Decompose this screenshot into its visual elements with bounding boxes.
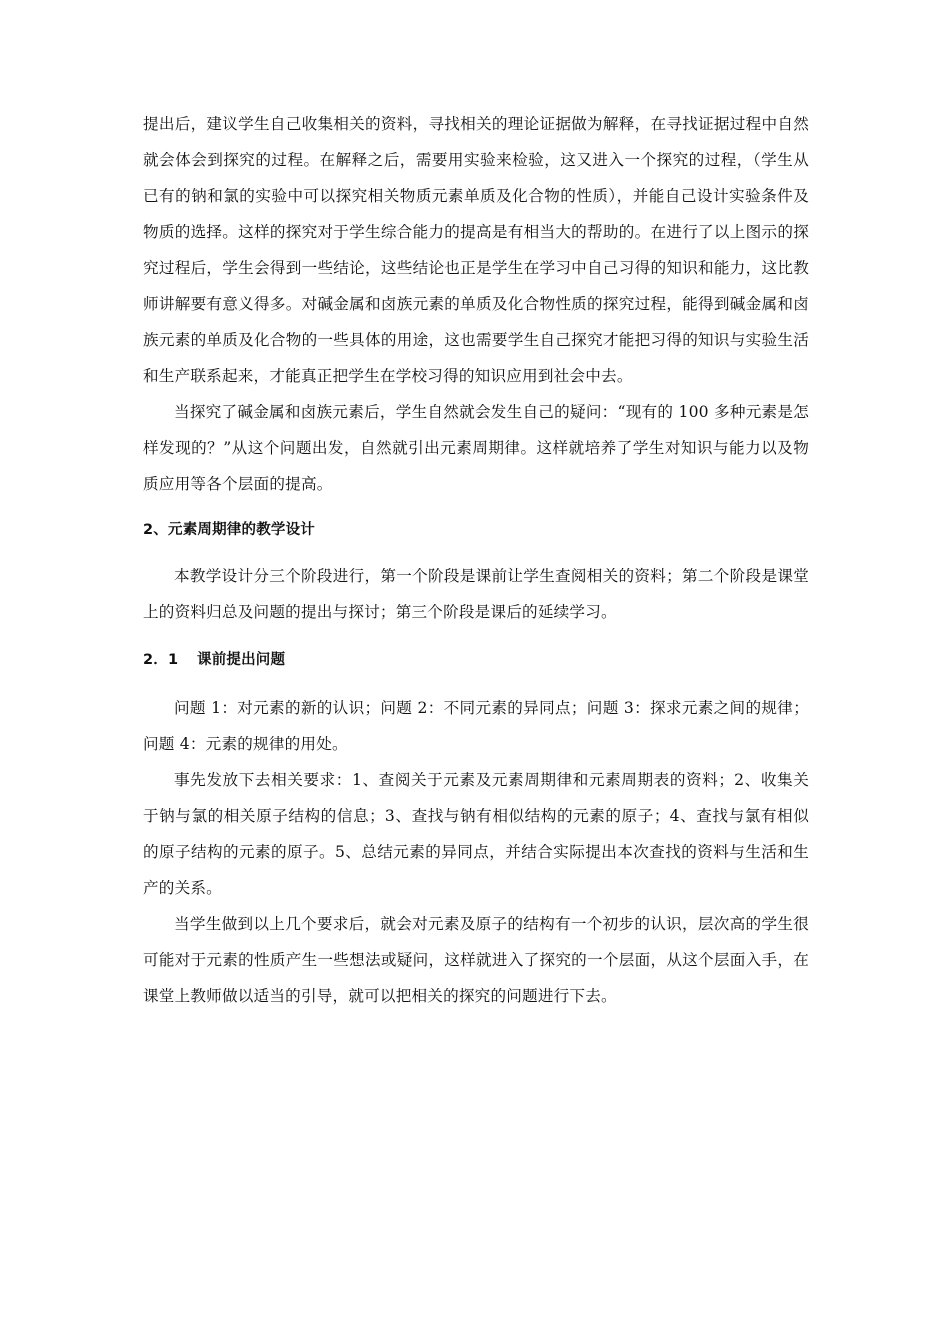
section-heading-periodic-law: 2、元素周期律的教学设计 <box>143 522 315 538</box>
document-page <box>143 106 809 1014</box>
paragraph-questions-list: 问题 1：对元素的新的认识；问题 2：不同元素的异同点；问题 3：探求元素之间的规律；问题 4：元素的规律的用处。 <box>143 699 809 753</box>
paragraph-three-stages: 本教学设计分三个阶段进行，第一个阶段是课前让学生查阅相关的资料；第二个阶段是课堂上的资料归总及问题的提出与探讨；第三个阶段是课后的延续学习。 <box>143 567 809 621</box>
spacer <box>143 548 809 558</box>
paragraph-requirements: 事先发放下去相关要求：1、查阅关于元素及元素周期律和元素周期表的资料；2、收集关于钠与氯的相关原子结构的信息；3、查找与钠有相似结构的元素的原子；4、查找与氯有相似的原子结构的元素的原子。5、总结元素的异同点，并结合实际提出本次查找的资料与生活和生产的关系。 <box>143 771 809 897</box>
spacer <box>143 502 809 512</box>
paragraph-periodic-law-question: 当探究了碱金属和卤族元素后，学生自然就会发生自己的疑问：“现有的 100 多种元素是怎样发现的？”从这个问题出发，自然就引出元素周期律。这样就培养了学生对知识与能力以及物质应用等各个层面的提高。 <box>143 403 809 493</box>
subsection-number: 2．1 <box>143 652 179 668</box>
subsection-heading-pre-class <box>143 642 809 678</box>
spacer <box>143 678 809 690</box>
paragraph-inquiry-process: 提出后，建议学生自己收集相关的资料，寻找相关的理论证据做为解释，在寻找证据过程中自然就会体会到探究的过程。在解释之后，需要用实验来检验，这又进入一个探究的过程，（学生从已有的钠和氯的实验中可以探究相关物质元素单质及化合物的性质），并能自己设计实验条件及物质的选择。这样的探究对于学生综合能力的提高是有相当大的帮助的。在进行了以上图示的探究过程后，学生会得到一些结论，这些结论也正是学生在学习中自己习得的知识和能力，这比教师讲解要有意义得多。对碱金属和卤族元素的单质及化合物性质的探究过程，能得到碱金属和卤族元素的单质及化合物的一些具体的用途，这也需要学生自己探究才能把习得的知识与实验生活和生产联系起来，才能真正把学生在学校习得的知识应用到社会中去。 <box>143 115 809 385</box>
paragraph-student-understanding: 当学生做到以上几个要求后，就会对元素及原子的结构有一个初步的认识，层次高的学生很可能对于元素的性质产生一些想法或疑问，这样就进入了探究的一个层面，从这个层面入手，在课堂上教师做以适当的引导，就可以把相关的探究的问题进行下去。 <box>143 915 809 1005</box>
subsection-title: 课前提出问题 <box>197 652 286 668</box>
spacer <box>143 630 809 642</box>
